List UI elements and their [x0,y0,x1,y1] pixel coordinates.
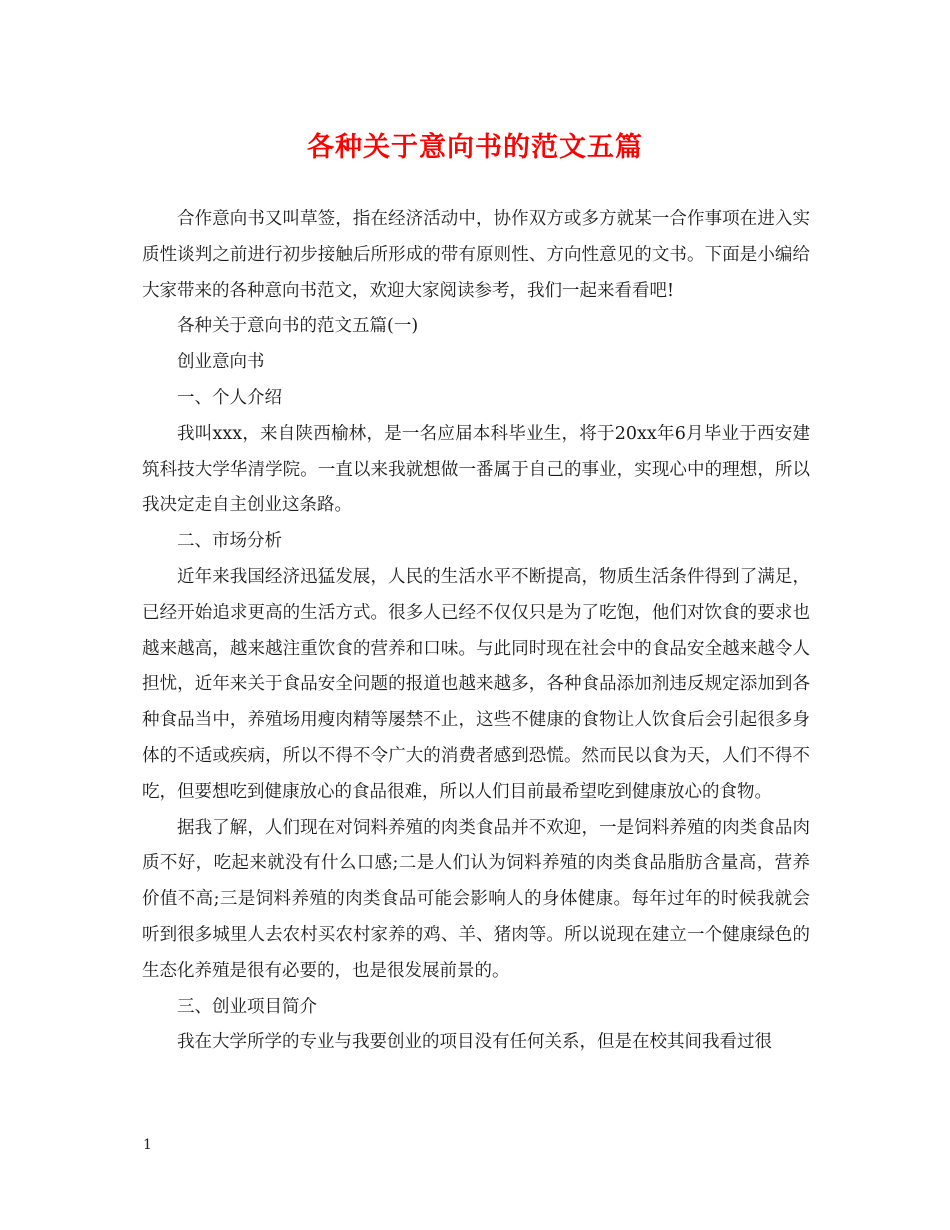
paragraph-section-title: 各种关于意向书的范文五篇(一) [177,316,419,337]
paragraph-project-intro: 我在大学所学的专业与我要创业的项目没有任何关系，但是在校其间我看过很 [177,1032,772,1053]
heading-market-analysis: 二、市场分析 [177,531,282,552]
document-body [142,202,810,1061]
paragraph-market-research: 据我了解，人们现在对饲料养殖的肉类食品并不欢迎，一是饲料养殖的肉类食品肉质不好，吃起来就没有什么口感;二是人们认为饲料养殖的肉类食品脂肪含量高，营养价值不高;三是饲料养殖的肉类食品可能会影响人的身体健康。每年过年的时候我就会听到很多城里人去农村买农村家养的鸡、羊、猪肉等。所以说现在建立一个健康绿色的生态化养殖是很有必要的，也是很发展前景的。 [142,817,810,981]
document-title: 各种关于意向书的范文五篇 [307,132,643,163]
paragraph-subtitle: 创业意向书 [177,352,265,373]
heading-project-intro: 三、创业项目简介 [177,996,317,1017]
paragraph-intro: 合作意向书又叫草签，指在经济活动中，协作双方或多方就某一合作事项在进入实质性谈判之前进行初步接触后所形成的带有原则性、方向性意见的文书。下面是小编给大家带来的各种意向书范文，欢迎大家阅读参考，我们一起来看看吧! [142,209,810,301]
paragraph-market-analysis: 近年来我国经济迅猛发展，人民的生活水平不断提高，物质生活条件得到了满足，已经开始追求更高的生活方式。很多人已经不仅仅只是为了吃饱，他们对饮食的要求也越来越高，越来越注重饮食的营养和口味。与此同时现在社会中的食品安全越来越令人担忧，近年来关于食品安全问题的报道也越来越多，各种食品添加剂违反规定添加到各种食品当中，养殖场用瘦肉精等屡禁不止，这些不健康的食物让人饮食后会引起很多身体的不适或疾病，所以不得不令广大的消费者感到恐慌。然而民以食为天，人们不得不吃，但要想吃到健康放心的食品很难，所以人们目前最希望吃到健康放心的食物。 [142,566,810,802]
heading-personal-intro: 一、个人介绍 [177,387,282,408]
paragraph-personal-intro: 我叫xxx，来自陕西榆林，是一名应届本科毕业生，将于20xx年6月毕业于西安建筑科技大学华清学院。一直以来我就想做一番属于自己的事业，实现心中的理想，所以我决定走自主创业这条路。 [142,423,810,516]
page-number: 1 [143,1137,152,1153]
